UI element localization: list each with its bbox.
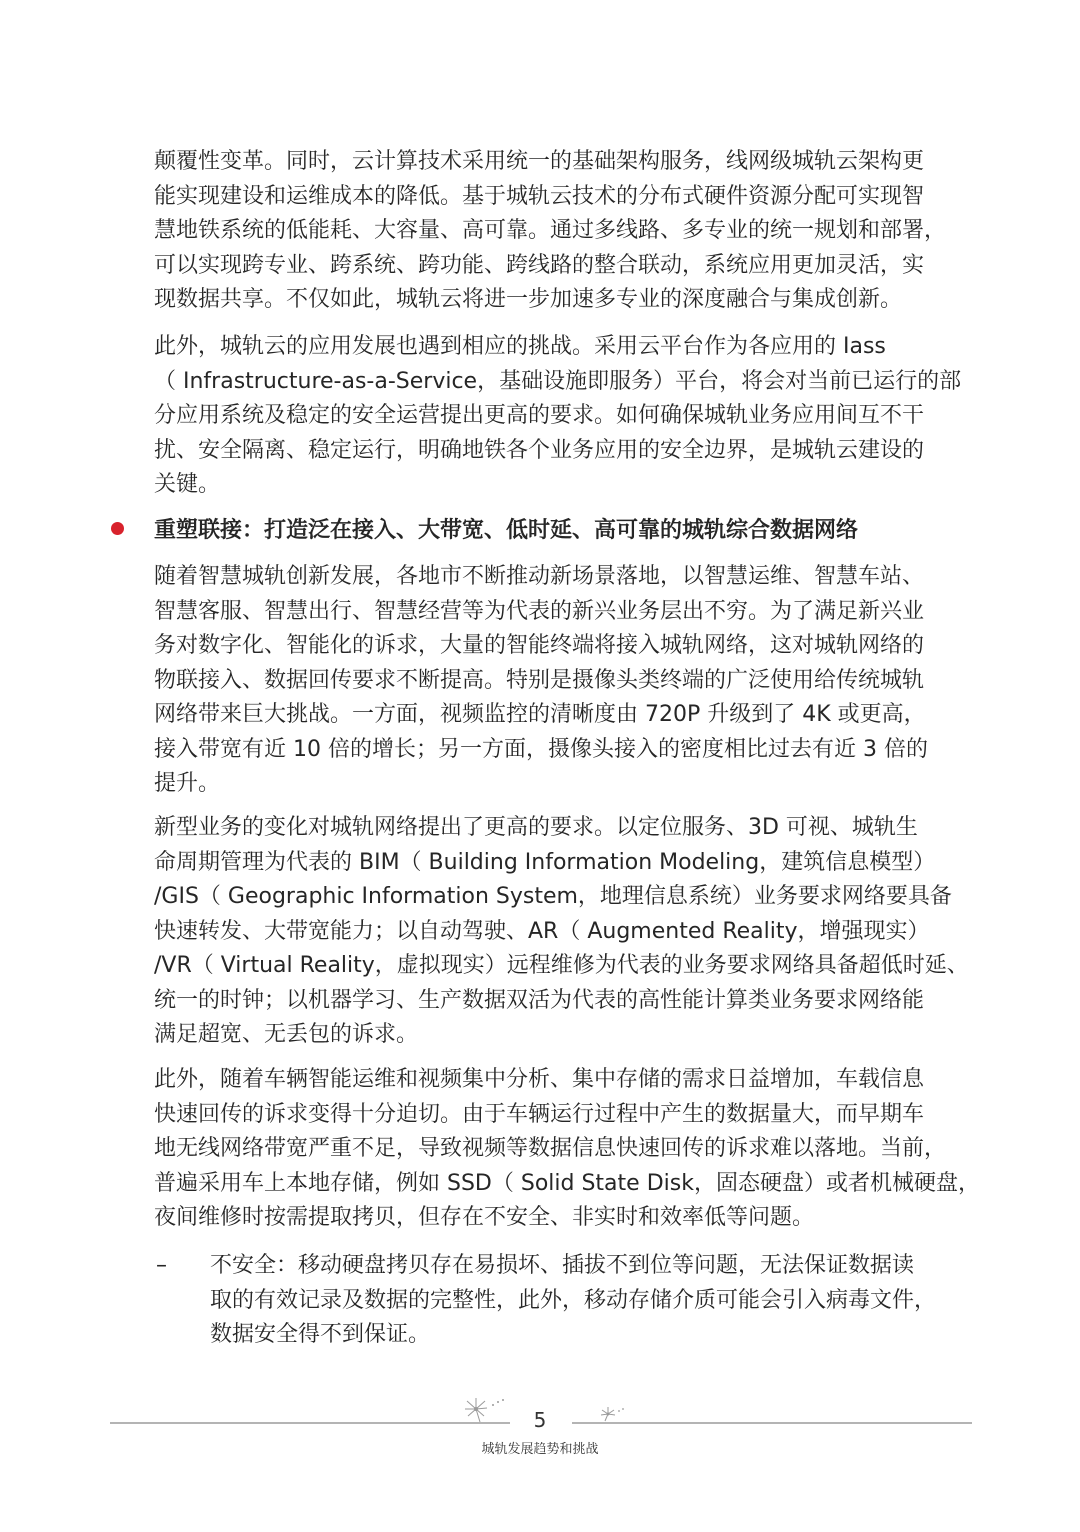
dandelion-left-icon <box>462 1396 508 1422</box>
page-number: 5 <box>533 1408 547 1432</box>
text-line: 务对数字化、智能化的诉求，大量的智能终端将接入城轨网络，这对城轨网络的 <box>154 633 925 658</box>
text-line: 提升。 <box>154 771 221 796</box>
text-line: 快速转发、大带宽能力；以自动驾驶、AR（ Augmented Reality，增强现实） <box>154 918 930 944</box>
text-line: 满足超宽、无丢包的诉求。 <box>154 1022 419 1047</box>
text-line: 随着智慧城轨创新发展，各地市不断推动新场景落地，以智慧运维、智慧车站、 <box>154 564 925 589</box>
footer-rule-left <box>110 1422 510 1424</box>
dandelion-right-icon <box>600 1406 626 1422</box>
text-line: 颠覆性变革。同时，云计算技术采用统一的基础架构服务，线网级城轨云架构更 <box>154 149 925 174</box>
text-line: 新型业务的变化对城轨网络提出了更高的要求。以定位服务、3D 可视、城轨生 <box>154 815 918 840</box>
text-line: 物联接入、数据回传要求不断提高。特别是摄像头类终端的广泛使用给传统城轨 <box>154 667 925 693</box>
text-line: 普遍采用车上本地存储，例如 SSD（ Solid State Disk，固态硬盘）或者机械硬盘， <box>154 1170 980 1196</box>
footer-title: 城轨发展趋势和挑战 <box>481 1442 599 1457</box>
text-line: 接入带宽有近 10 倍的增长；另一方面，摄像头接入的密度相比过去有近 3 倍的 <box>154 736 928 762</box>
text-line: 此外，随着车辆智能运维和视频集中分析、集中存储的需求日益增加，车载信息 <box>154 1067 925 1092</box>
text-line: 能实现建设和运维成本的降低。基于城轨云技术的分布式硬件资源分配可实现智 <box>154 183 925 209</box>
text-line: 网络带来巨大挑战。一方面，视频监控的清晰度由 720P 升级到了 4K 或更高， <box>154 702 926 727</box>
text-line: 慧地铁系统的低能耗、大容量、高可靠。通过多线路、多专业的统一规划和部署， <box>154 218 947 243</box>
text-line: （ Infrastructure-as-a-Service，基础设施即服务）平台，将会对当前已运行的部 <box>154 368 962 394</box>
paragraph-cloud-challenges <box>154 330 984 503</box>
text-line: 地无线网络带宽严重不足，导致视频等数据信息快速回传的诉求难以落地。当前， <box>154 1136 947 1161</box>
text-line: /GIS（ Geographic Information System，地理信息系统）业务要求网络要具备 <box>154 884 952 909</box>
paragraph-vehicle-data <box>154 1063 984 1236</box>
text-line: 现数据共享。不仅如此，城轨云将进一步加速多专业的深度融合与集成创新。 <box>154 287 903 312</box>
paragraph-smart-metro <box>154 560 984 802</box>
paragraph-cloud-benefits <box>154 145 984 318</box>
text-line: 统一的时钟；以机器学习、生产数据双活为代表的高性能计算类业务要求网络能 <box>154 987 925 1013</box>
text-line: 数据安全得不到保证。 <box>210 1322 431 1347</box>
footer-rule-right <box>572 1422 972 1424</box>
text-line: 此外，城轨云的应用发展也遇到相应的挑战。采用云平台作为各应用的 Iass <box>154 334 886 359</box>
text-line: 命周期管理为代表的 BIM（ Building Information Modeling，建筑信息模型） <box>154 849 936 875</box>
section-heading: 重塑联接：打造泛在接入、大带宽、低时延、高可靠的城轨综合数据网络 <box>154 518 859 543</box>
bullet-dot-icon <box>111 522 124 535</box>
list-marker: – <box>156 1253 167 1278</box>
paragraph-new-services <box>154 811 984 1053</box>
text-line: 取的有效记录及数据的完整性，此外，移动存储介质可能会引入病毒文件， <box>210 1287 937 1313</box>
text-line: 夜间维修时按需提取拷贝，但存在不安全、非实时和效率低等问题。 <box>154 1205 815 1230</box>
text-line: 快速回传的诉求变得十分迫切。由于车辆运行过程中产生的数据量大，而早期车 <box>154 1101 925 1127</box>
text-line: 关键。 <box>154 472 221 497</box>
text-line: 分应用系统及稳定的安全运营提出更高的要求。如何确保城轨业务应用间互不干 <box>154 403 925 428</box>
text-line: 智慧客服、智慧出行、智慧经营等为代表的新兴业务层出不穷。为了满足新兴业 <box>154 598 925 624</box>
text-line: /VR（ Virtual Reality，虚拟现实）远程维修为代表的业务要求网络具备超低时延、 <box>154 953 969 978</box>
text-line: 可以实现跨专业、跨系统、跨功能、跨线路的整合联动，系统应用更加灵活，实 <box>154 252 925 278</box>
text-line: 不安全：移动硬盘拷贝存在易损坏、插拔不到位等问题，无法保证数据读 <box>210 1253 915 1278</box>
text-line: 扰、安全隔离、稳定运行，明确地铁各个业务应用的安全边界，是城轨云建设的 <box>154 437 925 463</box>
list-item-insecure <box>210 1249 990 1353</box>
